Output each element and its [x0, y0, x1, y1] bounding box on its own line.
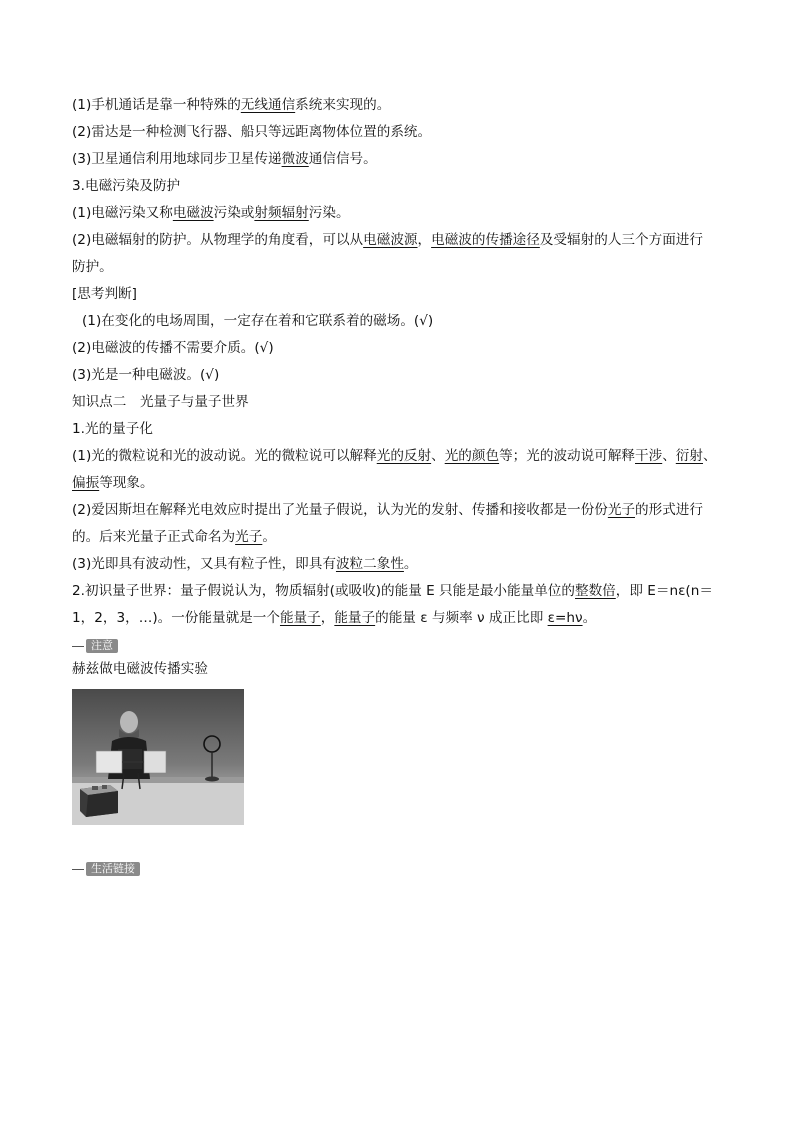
section-heading: [思考判断] [72, 286, 137, 302]
text-line: 1，2，3，…)。一份能量就是一个能量子，能量子的能量 ε 与频率 ν 成正比即 ε=hν。 [72, 610, 597, 626]
text-line: (1)光的微粒说和光的波动说。光的微粒说可以解释光的反射、光的颜色等；光的波动说可解释干涉、衍射、 [72, 448, 717, 464]
text-line: (1)手机通话是靠一种特殊的无线通信系统来实现的。 [72, 97, 391, 113]
text-line: (3)光是一种电磁波。(√) [72, 367, 220, 383]
note-tag [72, 636, 732, 656]
life-link-tag-label: 生活链接 [86, 862, 140, 876]
text-line: 偏振等现象。 [72, 475, 154, 491]
tag-line [72, 646, 84, 647]
text-line: (1)电磁污染又称电磁波污染或射频辐射污染。 [72, 205, 350, 221]
text-line: (2)电磁波的传播不需要介质。(√) [72, 340, 274, 356]
text-line: (2)电磁辐射的防护。从物理学的角度看，可以从电磁波源，电磁波的传播途径及受辐射的人三个方面进行 [72, 232, 703, 248]
text-line: 的。后来光量子正式命名为光子。 [72, 529, 276, 545]
section-heading: 知识点二 光量子与量子世界 [72, 394, 249, 410]
figure-title: 赫兹做电磁波传播实验 [72, 661, 208, 677]
text-line: 2.初识量子世界：量子假说认为，物质辐射(或吸收)的能量 E 只能是最小能量单位的整数倍，即 E＝nε(n＝ [72, 583, 713, 599]
note-tag-label: 注意 [86, 639, 118, 653]
document-body [72, 92, 732, 879]
text-line: (1)在变化的电场周围，一定存在着和它联系着的磁场。(√) [82, 313, 434, 329]
text-line: (2)雷达是一种检测飞行器、船只等远距离物体位置的系统。 [72, 124, 432, 140]
text-line: (3)卫星通信利用地球同步卫星传递微波通信信号。 [72, 151, 377, 167]
text-line: (3)光即具有波动性，又具有粒子性，即具有波粒二象性。 [72, 556, 418, 572]
hertz-experiment-photo [72, 689, 244, 825]
life-link-tag [72, 859, 732, 879]
text-line: 防护。 [72, 259, 113, 275]
tag-line [72, 869, 84, 870]
section-heading: 3.电磁污染及防护 [72, 178, 181, 194]
section-heading: 1.光的量子化 [72, 421, 153, 437]
text-line: (2)爱因斯坦在解释光电效应时提出了光量子假说，认为光的发射、传播和接收都是一份份光子的形式进行 [72, 502, 703, 518]
